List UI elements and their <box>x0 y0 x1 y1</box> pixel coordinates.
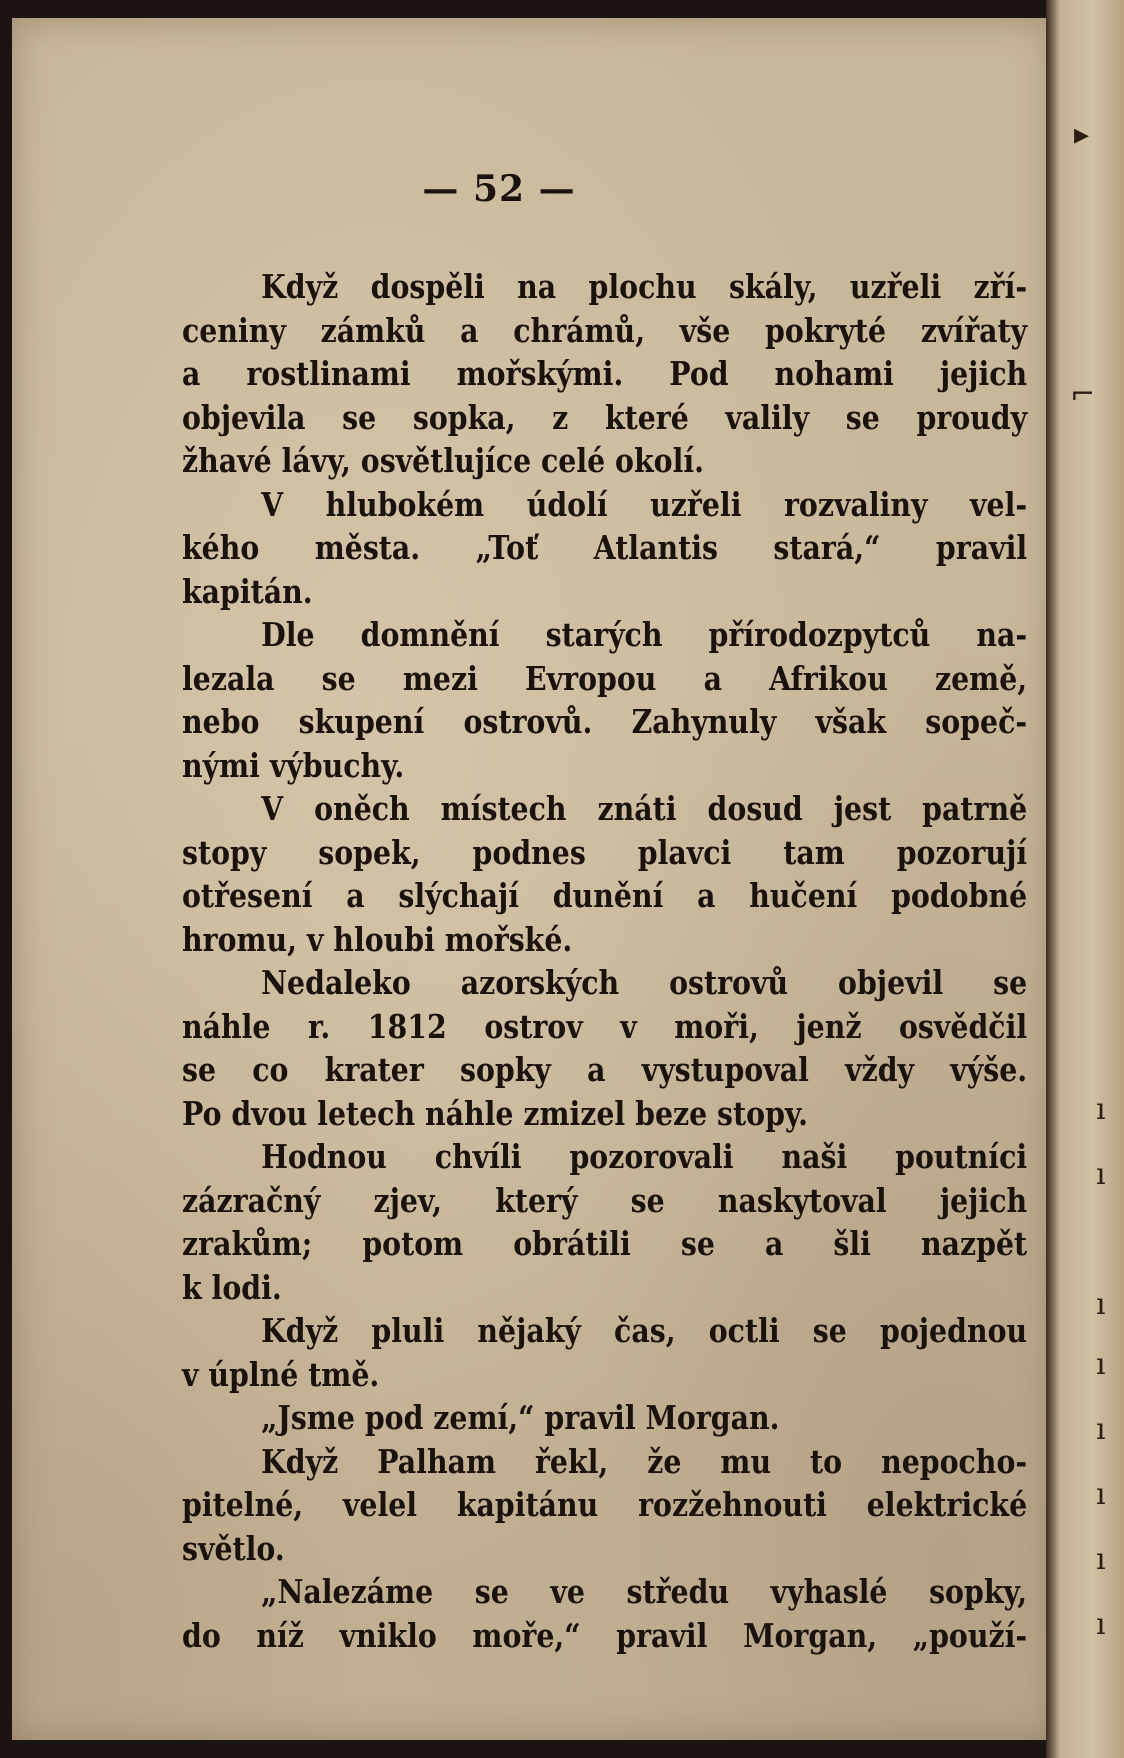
text-line: lezala se mezi Evropou a Afrikou země, <box>182 658 1028 698</box>
text-line: otřesení a slýchají dunění a hučení podobné <box>182 876 1028 915</box>
text-line: zázračný zjev, který se naskytoval jejich <box>182 1180 1028 1220</box>
text-line: hromu, v hloubi mořské. <box>182 919 573 959</box>
text-line: světlo. <box>182 1528 285 1568</box>
text-line: náhle r. 1812 ostrov v moři, jenž osvědčil <box>182 1006 1028 1046</box>
text-line: Hodnou chvíli pozorovali naši poutníci <box>261 1137 1028 1176</box>
text-line: Když pluli nějaký čas, octli se pojednou <box>261 1311 1028 1350</box>
page-number: — 52 — <box>422 168 576 210</box>
text-line: Nedaleko azorských ostrovů objevil se <box>261 963 1028 1002</box>
text-line: zrakům; potom obrátili se a šli nazpět <box>182 1224 1028 1263</box>
text-line: „Nalezáme se ve středu vyhaslé sopky, <box>261 1572 1028 1611</box>
text-line: ceniny zámků a chrámů, vše pokryté zvířaty <box>182 310 1028 350</box>
text-line: kapitán. <box>182 571 313 611</box>
book-page <box>12 18 1054 1740</box>
text-line: do níž vniklo moře,“ pravil Morgan, „použí- <box>182 1615 1028 1655</box>
text-line: v úplné tmě. <box>182 1354 380 1394</box>
text-line: Po dvou letech náhle zmizel beze stopy. <box>182 1093 809 1133</box>
text-line: V hlubokém údolí uzřeli rozvaliny vel- <box>261 484 1028 524</box>
text-line: objevila se sopka, z které valily se proudy <box>182 397 1028 437</box>
text-line: žhavé lávy, osvětlujíce celé okolí. <box>182 441 705 480</box>
text-line: Když Palham řekl, že mu to nepocho- <box>261 1441 1028 1481</box>
text-line: stopy sopek, podnes plavci tam pozorují <box>182 832 1028 872</box>
text-line: Dle domnění starých přírodozpytců na- <box>261 615 1028 654</box>
text-line: „Jsme pod zemí,“ pravil Morgan. <box>261 1398 780 1437</box>
next-page-edge-marks: ▸ ⌐ ı ı ı ı ı ı ı ı <box>1070 117 1106 1642</box>
text-line: nebo skupení ostrovů. Zahynuly však sopeč- <box>182 702 1028 741</box>
text-line: a rostlinami mořskými. Pod nohami jejich <box>182 354 1028 393</box>
body-text <box>182 265 1027 1657</box>
text-line: V oněch místech znáti dosud jest patrně <box>261 789 1028 828</box>
text-line: nými výbuchy. <box>182 745 405 785</box>
text-line: k lodi. <box>182 1267 282 1307</box>
text-line: pitelné, velel kapitánu rozžehnouti elektrické <box>182 1485 1028 1524</box>
next-page-edge <box>1046 0 1124 1758</box>
text-line: se co krater sopky a vystupoval vždy výše. <box>182 1050 1028 1089</box>
text-line: kého města. „Toť Atlantis stará,“ pravil <box>182 528 1028 567</box>
text-line: Když dospěli na plochu skály, uzřeli zří- <box>261 267 1028 306</box>
